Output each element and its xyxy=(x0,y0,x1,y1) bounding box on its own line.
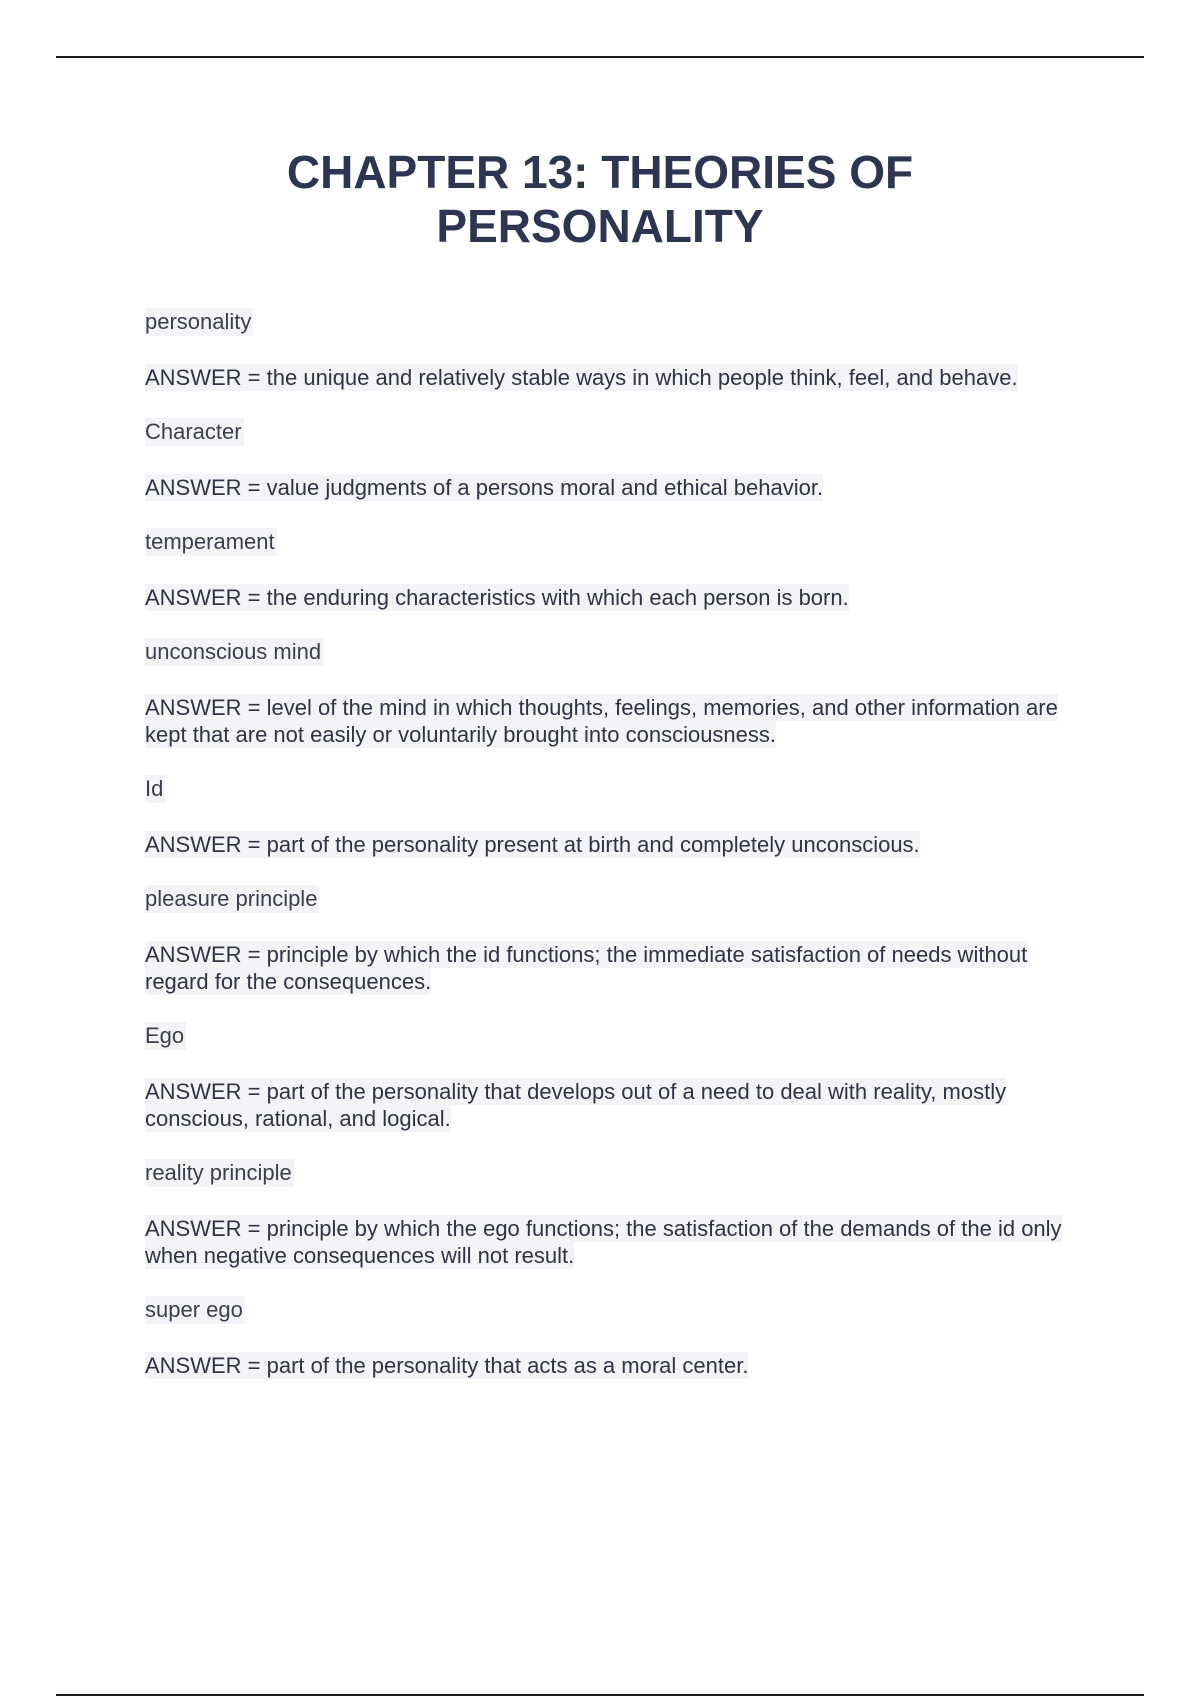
term-label: super ego xyxy=(145,1297,243,1322)
flashcard-entry xyxy=(145,1022,1090,1132)
term-label: Ego xyxy=(145,1023,185,1048)
answer-text: ANSWER = value judgments of a persons moral and ethical behavior. xyxy=(145,475,824,500)
answer-text: ANSWER = principle by which the id functions; the immediate satisfaction of needs without regard for the consequences. xyxy=(145,942,1028,994)
answer-text: ANSWER = level of the mind in which thoughts, feelings, memories, and other information are kept that are not easily or voluntarily brought into consciousness. xyxy=(145,695,1058,747)
term-label: Character xyxy=(145,419,242,444)
term-label: personality xyxy=(145,309,252,334)
top-divider xyxy=(56,56,1144,58)
term-label: pleasure principle xyxy=(145,886,318,911)
flashcard-entry xyxy=(145,418,1090,501)
page-title xyxy=(0,145,1200,253)
answer-text: ANSWER = the unique and relatively stable ways in which people think, feel, and behave. xyxy=(145,365,1018,390)
flashcard-list xyxy=(145,308,1090,1406)
flashcard-entry xyxy=(145,885,1090,995)
answer-text: ANSWER = principle by which the ego functions; the satisfaction of the demands of the id only when negative consequences will not result. xyxy=(145,1216,1062,1268)
answer-text: ANSWER = the enduring characteristics with which each person is born. xyxy=(145,585,849,610)
flashcard-entry xyxy=(145,775,1090,858)
flashcard-entry xyxy=(145,1159,1090,1269)
bottom-divider xyxy=(56,1694,1144,1696)
answer-text: ANSWER = part of the personality that develops out of a need to deal with reality, mostly conscious, rational, and logical. xyxy=(145,1079,1007,1131)
term-label: Id xyxy=(145,776,164,801)
answer-text: ANSWER = part of the personality that acts as a moral center. xyxy=(145,1353,749,1378)
answer-text: ANSWER = part of the personality present at birth and completely unconscious. xyxy=(145,832,920,857)
term-label: reality principle xyxy=(145,1160,292,1185)
term-label: unconscious mind xyxy=(145,639,322,664)
flashcard-entry xyxy=(145,638,1090,748)
flashcard-entry xyxy=(145,528,1090,611)
title-line-2: PERSONALITY xyxy=(436,200,764,252)
title-line-1: CHAPTER 13: THEORIES OF xyxy=(286,146,914,198)
flashcard-entry xyxy=(145,308,1090,391)
flashcard-entry xyxy=(145,1296,1090,1379)
term-label: temperament xyxy=(145,529,275,554)
